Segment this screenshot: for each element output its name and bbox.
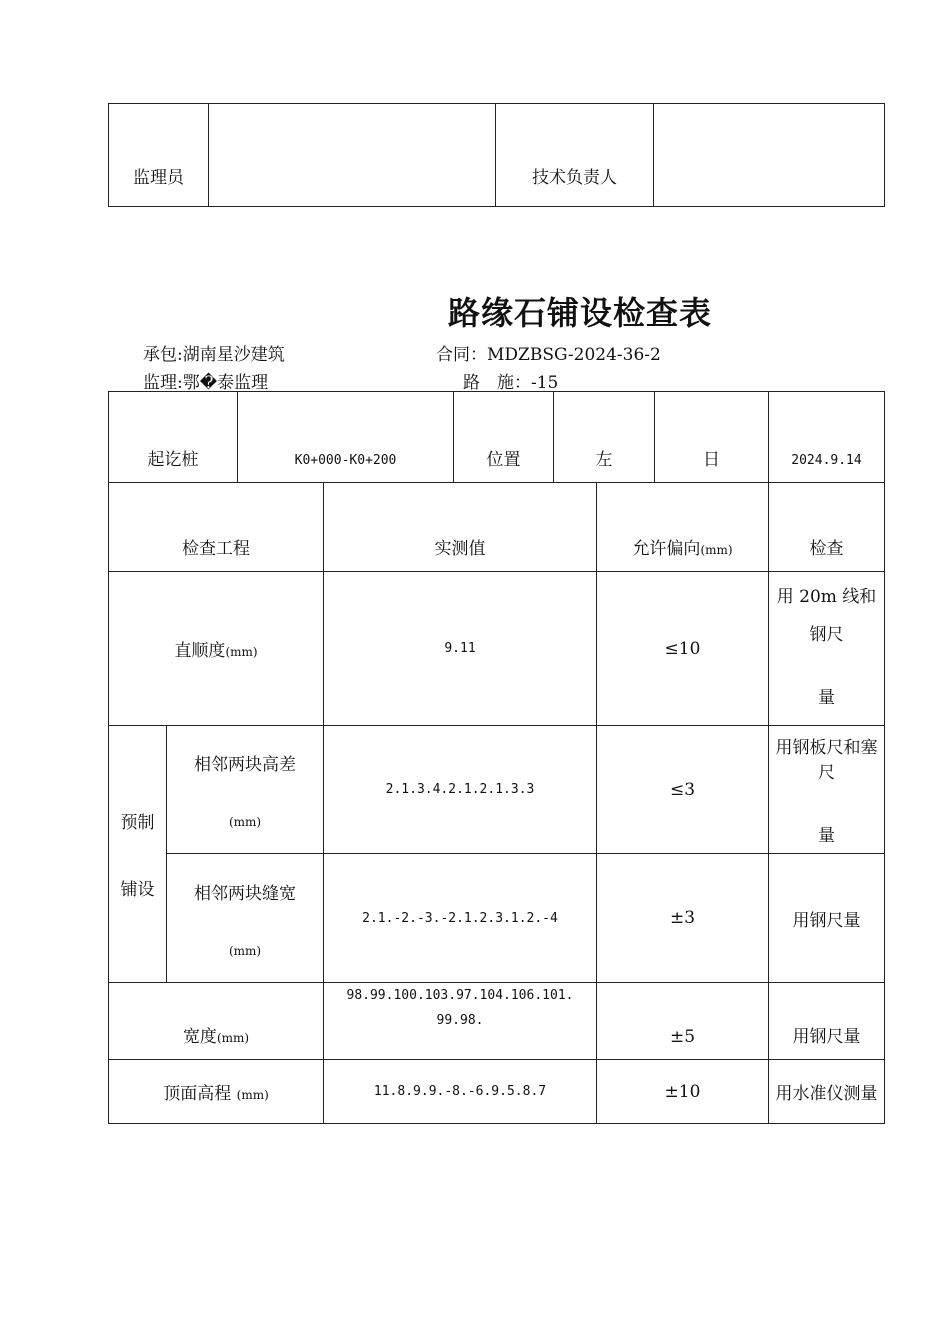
group-label: 预制 铺设 (109, 726, 167, 983)
position-label: 位置 (454, 392, 554, 483)
table-row (109, 1060, 885, 1124)
height-diff-measured: 2.1.3.4.2.1.2.1.3.3 (324, 726, 597, 854)
date-value: 2024.9.14 (769, 392, 885, 483)
height-diff-tolerance: ≤3 (597, 726, 769, 854)
width-item: 宽度(mm) (109, 983, 324, 1060)
column-method: 检查 (769, 483, 885, 572)
straightness-method: 用 20m 线和钢尺 量 (769, 572, 885, 726)
straightness-measured: 9.11 (324, 572, 597, 726)
height-diff-method: 用钢板尺和塞尺 量 (769, 726, 885, 854)
column-tolerance: 允许偏向(mm) (597, 483, 769, 572)
column-item: 检查工程 (109, 483, 324, 572)
table-row (109, 983, 885, 1060)
top-elev-method: 用水准仪测量 (769, 1060, 885, 1124)
top-elev-measured: 11.8.9.9.-8.-6.9.5.8.7 (324, 1060, 597, 1124)
header-row (109, 392, 885, 483)
page-title: 路缘石铺设检查表 (447, 294, 712, 332)
supervisor-label: 监理员 (109, 104, 209, 207)
date-label: 日 (655, 392, 769, 483)
road-info: 路 施：-15 (463, 373, 559, 393)
gap-width-measured: 2.1.-2.-3.-2.1.2.3.1.2.-4 (324, 854, 597, 983)
station-label: 起讫桩 (109, 392, 238, 483)
width-measured: 98.99.100.103.97.104.106.101. 99.98. (324, 983, 597, 1060)
tech-lead-signature-field[interactable] (654, 104, 885, 207)
table-row (109, 572, 885, 726)
signature-table (108, 103, 885, 207)
supervisor-signature-field[interactable] (209, 104, 496, 207)
width-tolerance: ±5 (597, 983, 769, 1060)
gap-width-tolerance: ±3 (597, 854, 769, 983)
gap-width-method: 用钢尺量 (769, 854, 885, 983)
table-row (109, 726, 885, 854)
column-measured: 实测值 (324, 483, 597, 572)
straightness-item: 直顺度(mm) (109, 572, 324, 726)
straightness-tolerance: ≤10 (597, 572, 769, 726)
contract-info: 合同：MDZBSG-2024-36-2 (436, 345, 661, 365)
top-elev-item: 顶面高程 (mm) (109, 1060, 324, 1124)
contractor-info: 承包:湖南星沙建筑 (143, 345, 285, 365)
width-method: 用钢尺量 (769, 983, 885, 1060)
inspection-table (108, 391, 885, 1124)
tech-lead-label: 技术负责人 (496, 104, 654, 207)
top-elev-tolerance: ±10 (597, 1060, 769, 1124)
station-value: K0+000-K0+200 (238, 392, 454, 483)
table-row (109, 854, 885, 983)
gap-width-item: 相邻两块缝宽 (mm) (167, 854, 324, 983)
supervision-info: 监理:鄂�泰监理 (143, 373, 269, 393)
height-diff-item: 相邻两块高差 (mm) (167, 726, 324, 854)
column-header-row (109, 483, 885, 572)
position-value: 左 (554, 392, 655, 483)
